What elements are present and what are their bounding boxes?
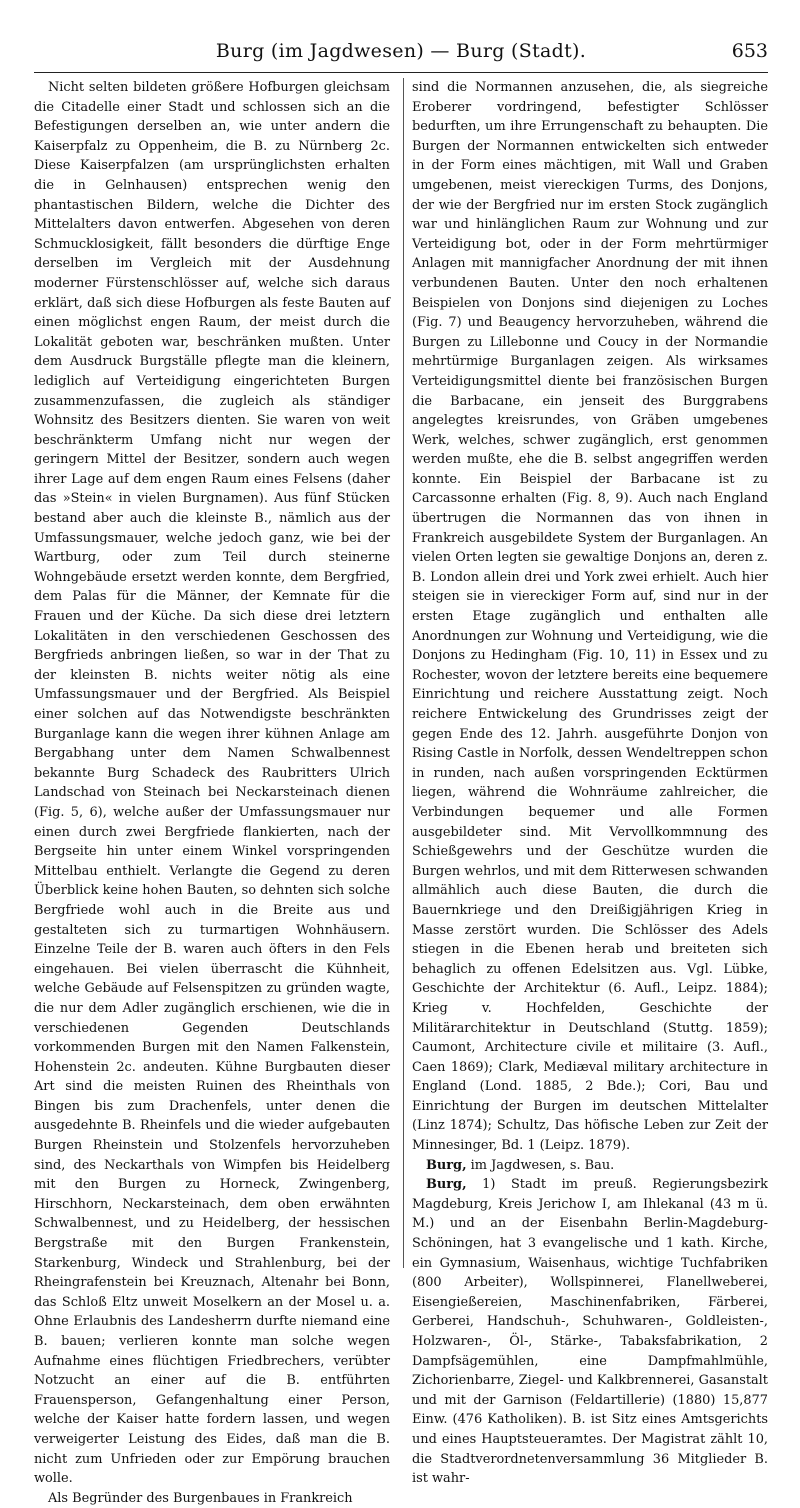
running-head — [34, 40, 768, 68]
paragraph: sind die Normannen anzusehen, die, als siegreiche Eroberer vordringend, befestigter Schlösser bedurften, um ihre Errungenschaft zu behaupten. Die Burgen der Normannen entwickelten sich entweder in der Form eines mächtigen, mit Wall und Graben umgebenen, meist viereckigen Turms, des Donjons, der wie der Bergfried nur im ersten Stock zugänglich war und hinlänglichen Raum zur Wohnung und zur Verteidigung bot, oder in der Form mehrtürmiger Anlagen mit mannigfacher Anordnung der mit ihnen verbundenen Bauten. Unter den noch erhaltenen Beispielen von Donjons sind diejenigen zu Loches (Fig. 7) und Beaugency hervorzuheben, während die Burgen zu Lillebonne und Coucy in der Normandie mehrtürmige Burganlagen zeigen. Als wirksames Verteidigungsmittel diente bei französischen Burgen die Barbacane, ein jenseit des Burggrabens angelegtes kreisrundes, von Gräben umgebenes Werk, welches, schwer zugänglich, erst genommen werden mußte, ehe die B. selbst angegriffen werden konnte. Ein Beispiel der Barbacane ist zu Carcassonne erhalten (Fig. 8, 9). Auch nach England übertrugen die Normannen das von ihnen in Frankreich ausgebildete System der Burganlagen. An vielen Orten legten sie gewaltige Donjons an, deren z. B. London allein drei und York zwei erhielt. Auch hier steigen sie in viereckiger Form auf, sind nur in der ersten Etage zugänglich und enthalten alle Anordnungen zur Wohnung und Verteidigung, wie die Donjons zu Hedingham (Fig. 10, 11) in Essex und zu Rochester, wovon der letztere bereits eine bequemere Einrichtung und reichere Ausstattung zeigt. Noch reichere Entwickelung des Grundrisses zeigt der gegen Ende des 12. Jahrh. ausgeführte Donjon von Rising Castle in Norfolk, dessen Wendeltreppen schon in runden, nach außen vorspringenden Ecktürmen liegen, während die Wohnräume zahlreicher, die Verbindungen bequemer und alle Formen ausgebildeter sind. Mit Vervollkommnung des Schießgewehrs und der Geschütze wurden die Burgen wehrlos, und mit dem Ritterwesen schwanden allmählich auch diese Bauten, die durch die Bauernkriege und den Dreißigjährigen Krieg in Masse zerstört wurden. Die Schlösser des Adels stiegen in die Ebenen herab und breiteten sich behaglich zu offenen Edelsitzen aus. Vgl. Lübke, Geschichte der Architektur (6. Aufl., Leipz. 1884); Krieg v. Hochfelden, Geschichte der Militärarchitektur in Deutschland (Stuttg. 1859); Caumont, Architecture civile et militaire (3. Aufl., Caen 1869); Clark, Mediæval military architecture in England (Lond. 1885, 2 Bde.); Cori, Bau und Einrichtung der Burgen im deutschen Mittelalter (Linz 1874); Schultz, Das höfische Leben zur Zeit der Minnesinger, Bd. 1 (Leipz. 1879). — [412, 80, 768, 1154]
left-column — [34, 78, 390, 1506]
running-title: Burg (im Jagdwesen) — Burg (Stadt). — [215, 40, 587, 62]
entry-text: 1) Stadt im preuß. Regierungsbezirk Magdeburg, Kreis Jerichow I, am Ihlekanal (43 m ü. M.) und an der Eisenbahn Berlin-Magdeburg-Schöningen, hat 3 evangelische und 1 kath. Kirche, ein Gymnasium, Waisenhaus, wichtige Tuchfabriken (800 Arbeiter), Wollspinnerei, Flanellweberei, Eisengießereien, Maschinenfabriken, Färberei, Gerberei, Handschuh-, Schuhwaren-, Goldleisten-, Holzwaren-, Öl-, Stärke-, Tabaksfabrikation, 2 Dampfsägemühlen, eine Dampfmahlmühle, Zichorienbarre, Ziegel- und Kalkbrennerei, Gasanstalt und mit der Garnison (Feldartillerie) (1880) 15,877 Einw. (476 Katholiken). B. ist Sitz eines Amtsgerichts und eines Hauptsteueramtes. Der Magistrat zählt 10, die Stadtverordnetenversammlung 36 Mitglieder B. ist wahr- — [412, 1177, 768, 1487]
page-number: 653 — [731, 40, 768, 62]
entry-headword: Burg, — [426, 1157, 467, 1173]
entry-headword: Burg, — [426, 1177, 467, 1193]
header-rule — [34, 72, 768, 73]
entry-text: im Jagdwesen, s. Bau. — [470, 1157, 615, 1173]
right-column — [412, 78, 768, 1487]
dictionary-entry — [412, 1175, 768, 1489]
column-divider — [403, 78, 404, 1268]
paragraph: Nicht selten bildeten größere Hofburgen gleichsam die Citadelle einer Stadt und schlossen sich an die Befestigungen derselben an, wie unter andern die Kaiserpfalz zu Oppenheim, die B. zu Nürnberg 2c. Diese Kaiserpfalzen (am ursprünglichsten erhalten die in Gelnhausen) entsprechen wenig den phantastischen Bildern, welche die Dichter des Mittelalters davon entwerfen. Abgesehen von deren Schmucklosigkeit, fällt besonders die dürftige Enge derselben im Vergleich mit der Ausdehnung moderner Fürstenschlösser auf, welche sich daraus erklärt, daß sich diese Hofburgen als feste Bauten auf einen möglichst engen Raum, der meist durch die Lokalität geboten war, beschränken mußten. Unter dem Ausdruck Burgställe pflegte man die kleinern, lediglich auf Verteidigung eingerichteten Burgen zusammenzufassen, die zugleich als ständiger Wohnsitz des Besitzers dienten. Sie waren von weit beschränkterm Umfang nicht nur wegen der geringern Mittel der Besitzer, sondern auch wegen ihrer Lage auf dem engen Raum eines Felsens (daher das »Stein« in vielen Burgnamen). Aus fünf Stücken bestand aber auch die kleinste B., nämlich aus der Umfassungsmauer, welche jedoch ganz, wie bei der Wartburg, oder zum Teil durch steinerne Wohngebäude ersetzt werden konnte, dem Bergfried, dem Palas für die Männer, der Kemnate für die Frauen und der Küche. Da sich diese drei letztern Lokalitäten in den verschiedenen Geschossen des Bergfrieds anbringen ließen, so war in der That zu der kleinsten B. nichts weiter nötig als eine Umfassungsmauer und der Bergfried. Als Beispiel einer solchen auf das Notwendigste beschränkten Burganlage kann die wegen ihrer kühnen Anlage am Bergabhang unter dem Namen Schwalbennest bekannte Burg Schadeck des Raubritters Ulrich Landschad von Steinach bei Neckarsteinach dienen (Fig. 5, 6), welche außer der Umfassungsmauer nur einen durch zwei Bergfriede flankierten, nach der Bergseite hin unter einem Winkel vorspringenden Mittelbau enthielt. Verlangte die Gegend zu deren Überblick keine hohen Bauten, so dehnten sich solche Bergfriede wohl auch in die Breite aus und gestalteten sich zu turmartigen Wohnhäusern. Einzelne Teile der B. waren auch öfters in den Fels eingehauen. Bei vielen überrascht die Kühnheit, welche Gebäude auf Felsenspitzen zu gründen wagte, die nur dem Adler zugänglich erschienen, wie die in verschiedenen Gegenden Deutschlands vorkommenden Burgen mit den Namen Falkenstein, Hohenstein 2c. andeuten. Kühne Burgbauten dieser Art sind die meisten Ruinen des Rheinthals von Bingen bis zum Drachenfels, unter denen die ausgedehnte B. Rheinfels und die wieder aufgebauten Burgen Rheinstein und Stolzenfels hervorzuheben sind, des Neckarthals von Wimpfen bis Heidelberg mit den Burgen zu Horneck, Zwingenberg, Hirschhorn, Neckarsteinach, dem oben erwähnten Schwalbennest, und zu Heidelberg, der hessischen Bergstraße mit den Burgen Frankenstein, Starkenburg, Windeck und Strahlenburg, bei der Rheingrafenstein bei Kreuznach, Altenahr bei Bonn, das Schloß Eltz unweit Moselkern an der Mosel u. a. Ohne Erlaubnis des Landesherrn durfte niemand eine B. bauen; verlieren konnte man solche wegen Aufnahme eines flüchtigen Friedbrechers, verübter Notzucht an einer auf die B. entführten Frauensperson, Gefangenhaltung einer Person, welche der Kaiser hatte fordern lassen, und wegen verweigerter Leistung des Eides, daß man die B. nicht zum Unfrieden oder zur Empörung brauchen wolle. — [34, 80, 390, 1487]
dictionary-entry — [412, 1156, 768, 1176]
paragraph: Als Begründer des Burgenbaues in Frankreich — [48, 1490, 353, 1506]
